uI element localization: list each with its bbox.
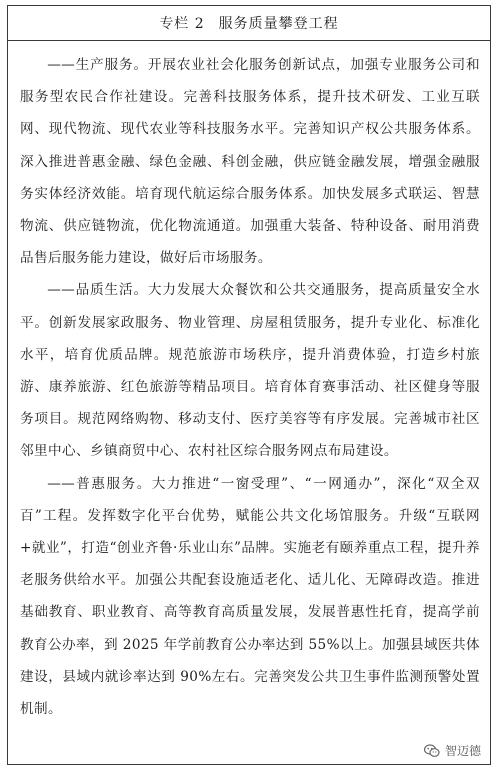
wechat-icon <box>424 744 440 758</box>
column-body <box>8 41 490 725</box>
paragraph-inclusive-services: ——普惠服务。大力推进“一窗受理”、“一网通办”，深化“双全双百”工程。发挥数字化平台优势，赋能公共文化场馆服务。升级“互联网+就业”，打造“创业齐鲁·乐业山东”品牌。实施老有颐养重点工程，提升养老服务供给水平。加强公共配套设施适老化、适儿化、无障碍改造。推进基础教育、职业教育、高等教育高质量发展，发展普惠性托育，提高学前教育公办率，到 2025 年学前教育公办率达到 55%以上。加强县域医共体建设，县域内就诊率达到 90%左右。完善突发公共卫生事件监测预警处置机制。 <box>20 475 480 718</box>
column-label: 专栏 2 <box>159 16 205 32</box>
column-title: 服务质量攀登工程 <box>218 16 339 32</box>
column-box <box>7 5 491 765</box>
watermark-text: 智迈德 <box>444 744 481 758</box>
paragraph-production-services: ——生产服务。开展农业社会化服务创新试点，加强专业服务公司和服务型农民合作社建设。完善科技服务体系，提升技术研发、工业互联网、现代物流、现代农业等科技服务水平。完善知识产权公共服务体系。深入推进普惠金融、绿色金融、科创金融，供应链金融发展，增强金融服务实体经济效能。培育现代航运综合服务体系。加快发展多式联运、智慧物流、供应链物流，优化物流通道。加强重大装备、特种设备、耐用消费品售后服务能力建设，做好后市场服务。 <box>20 57 480 267</box>
paragraph-quality-life: ——品质生活。大力发展大众餐饮和公共交通服务，提高质量安全水平。创新发展家政服务、物业管理、房屋租赁服务，提升专业化、标准化水平，培育优质品牌。规范旅游市场秩序，提升消费体验，打造乡村旅游、康养旅游、红色旅游等精品项目。培育体育赛事活动、社区健身等服务项目。规范网络购物、移动支付、医疗美容等有序发展。完善城市社区邻里中心、乡镇商贸中心、农村社区综合服务网点布局建设。 <box>20 282 480 460</box>
column-header <box>8 6 490 41</box>
watermark <box>421 741 484 760</box>
